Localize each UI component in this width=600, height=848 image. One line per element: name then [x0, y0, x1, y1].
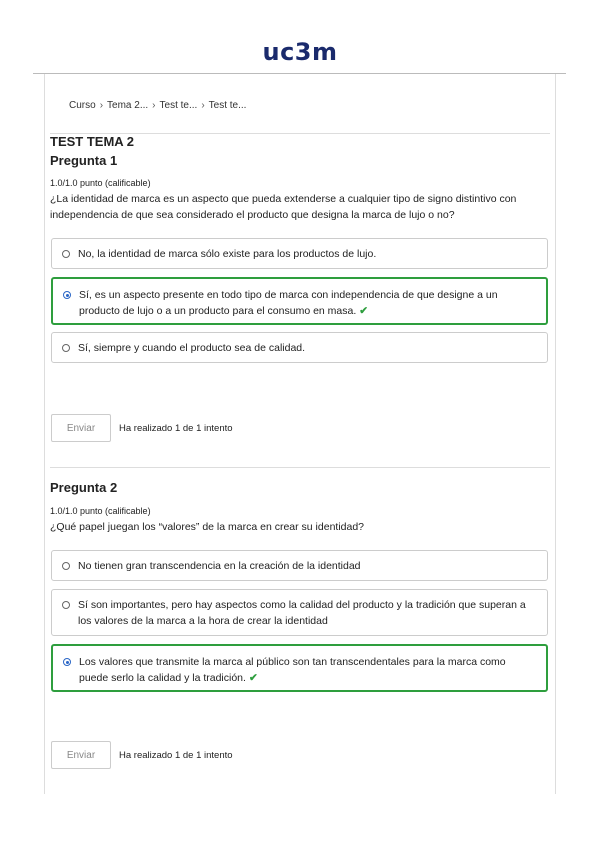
option-label: No tienen gran transcendencia en la creación de la identidad	[78, 559, 361, 572]
uc3m-logo: uc3m	[262, 38, 338, 66]
question-1-points: 1.0/1.0 punto (calificable)	[50, 178, 151, 188]
question-1-title: Pregunta 1	[50, 153, 118, 168]
content-left-border	[44, 74, 45, 794]
radio-button[interactable]	[62, 344, 70, 352]
checkmark-icon: ✔	[248, 672, 258, 684]
radio-button[interactable]	[62, 601, 70, 609]
question-1-option-3[interactable]	[51, 332, 548, 363]
radio-button[interactable]	[62, 562, 70, 570]
breadcrumb-item-tema[interactable]: Tema 2...	[107, 100, 149, 111]
radio-button-selected[interactable]	[63, 658, 71, 666]
question-1-text: ¿La identidad de marca es un aspecto que pueda extenderse a cualquier tipo de signo distintivo con independencia de que sea considerado el producto que designa la marca de lujo o no?	[50, 193, 517, 221]
question-2-attempts: Ha realizado 1 de 1 intento	[119, 750, 233, 761]
question-2-submit-button[interactable]: Enviar	[51, 741, 111, 769]
breadcrumb-item-test-2[interactable]: Test te...	[208, 100, 247, 111]
chevron-right-icon: ›	[152, 100, 156, 111]
breadcrumb-item-course[interactable]: Curso	[69, 100, 96, 111]
breadcrumb	[69, 100, 246, 111]
option-label: Sí son importantes, pero hay aspectos como la calidad del producto y la tradición que superan a los valores de la marca a la hora de crear la identidad	[78, 599, 526, 627]
header-divider	[33, 73, 566, 74]
option-label: Los valores que transmite la marca al público son tan transcendentales para la marca como puede serlo la calidad y la tradición.	[79, 656, 506, 684]
content-right-border	[555, 74, 556, 794]
question-1-submit-button[interactable]: Enviar	[51, 414, 111, 442]
option-label: Sí, siempre y cuando el producto sea de calidad.	[78, 341, 306, 354]
question-2-text: ¿Qué papel juegan los “valores” de la marca en crear su identidad?	[50, 521, 365, 533]
question-1-option-2[interactable]	[51, 277, 548, 325]
radio-button[interactable]	[62, 250, 70, 258]
question-1-attempts: Ha realizado 1 de 1 intento	[119, 423, 233, 434]
breadcrumb-item-test-1[interactable]: Test te...	[159, 100, 198, 111]
question-1-option-1[interactable]	[51, 238, 548, 269]
radio-button-selected[interactable]	[63, 291, 71, 299]
option-label: No, la identidad de marca sólo existe para los productos de lujo.	[78, 247, 377, 260]
question-divider	[50, 467, 550, 468]
question-2-option-1[interactable]	[51, 550, 548, 581]
checkmark-icon: ✔	[359, 305, 369, 317]
option-label: Sí, es un aspecto presente en todo tipo de marca con independencia de que designe a un producto de lujo o a un producto para el consumo en masa.	[79, 289, 498, 317]
test-title: TEST TEMA 2	[50, 134, 135, 149]
chevron-right-icon: ›	[201, 100, 205, 111]
question-2-option-3[interactable]	[51, 644, 548, 692]
chevron-right-icon: ›	[99, 100, 104, 111]
question-2-points: 1.0/1.0 punto (calificable)	[50, 506, 151, 516]
question-2-option-2[interactable]	[51, 589, 548, 636]
question-2-title: Pregunta 2	[50, 480, 118, 495]
